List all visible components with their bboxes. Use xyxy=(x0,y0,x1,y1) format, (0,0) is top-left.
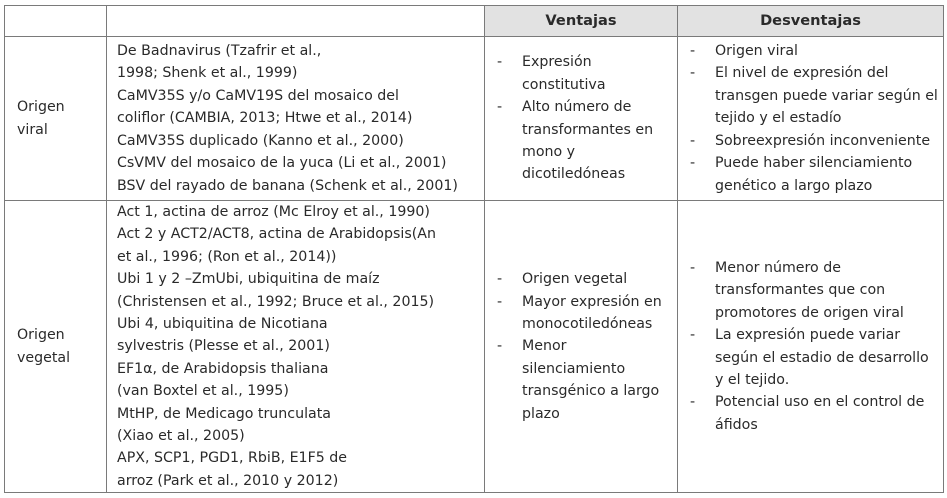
origin-line: Origen xyxy=(17,99,65,116)
origin-line: viral xyxy=(17,121,48,138)
promoter-line: EF1α, de Arabidopsis thaliana xyxy=(117,360,329,377)
desventajas-list xyxy=(678,257,943,436)
promoter-line: CaMV35S duplicado (Kanno et al., 2000) xyxy=(117,132,404,149)
list-item: - Alto número de transformantes en mono y dicotiledóneas xyxy=(497,96,673,186)
list-item: - El nivel de expresión del transgen puede variar según el tejido y el estadío xyxy=(690,62,939,129)
promoters-cell xyxy=(107,37,485,201)
header-blank-promoter xyxy=(107,6,485,37)
promoter-line: sylvestris (Plesse et al., 2001) xyxy=(117,338,330,355)
list-item: - Mayor expresión en monocotiledóneas xyxy=(497,291,673,336)
list-item: - Origen viral xyxy=(690,40,939,62)
desventajas-cell xyxy=(678,201,944,493)
ventajas-list xyxy=(485,51,677,185)
promoters-cell xyxy=(107,201,485,493)
table-row-viral xyxy=(5,37,944,201)
list-item: - Menor silenciamiento transgénico a largo plazo xyxy=(497,335,673,425)
promoter-line: APX, SCP1, PGD1, RbiB, E1F5 de xyxy=(117,450,348,467)
promoter-line: (Xiao et al., 2005) xyxy=(117,428,245,445)
promoter-line: (van Boxtel et al., 1995) xyxy=(117,383,289,400)
header-blank-origin xyxy=(5,6,107,37)
promoter-line: Act 2 y ACT2/ACT8, actina de Arabidopsis(An xyxy=(117,226,436,243)
origin-cell xyxy=(5,201,107,493)
list-item: - La expresión puede variar según el estadio de desarrollo y el tejido. xyxy=(690,324,939,391)
list-item: - Origen vegetal xyxy=(497,268,673,290)
promoter-line: arroz (Park et al., 2010 y 2012) xyxy=(117,472,339,489)
origin-line: Origen xyxy=(17,327,65,344)
ventajas-cell xyxy=(485,201,678,493)
promoter-line: De Badnavirus (Tzafrir et al., xyxy=(117,43,322,60)
promoter-line: CsVMV del mosaico de la yuca (Li et al., 2001) xyxy=(117,155,447,172)
origin-cell xyxy=(5,37,107,201)
header-ventajas: Ventajas xyxy=(485,6,678,37)
ventajas-cell xyxy=(485,37,678,201)
list-item: - Potencial uso en el control de áfidos xyxy=(690,391,939,436)
list-item: - Menor número de transformantes que con promotores de origen viral xyxy=(690,257,939,324)
promoter-line: 1998; Shenk et al., 1999) xyxy=(117,65,298,82)
header-desventajas: Desventajas xyxy=(678,6,944,37)
promoter-line: Ubi 4, ubiquitina de Nicotiana xyxy=(117,316,328,333)
promoter-line: Ubi 1 y 2 –ZmUbi, ubiquitina de maíz xyxy=(117,271,380,288)
promoter-comparison-table xyxy=(4,5,944,493)
origin-line: vegetal xyxy=(17,349,71,366)
promoter-line: (Christensen et al., 1992; Bruce et al., 2015) xyxy=(117,293,435,310)
list-item: - Puede haber silenciamiento genético a largo plazo xyxy=(690,152,939,197)
list-item: - Expresión constitutiva xyxy=(497,51,673,96)
desventajas-cell xyxy=(678,37,944,201)
promoter-line: et al., 1996; (Ron et al., 2014)) xyxy=(117,248,337,265)
promoter-line: Act 1, actina de arroz (Mc Elroy et al., 1990) xyxy=(117,204,430,220)
promoter-line: MtHP, de Medicago trunculata xyxy=(117,405,331,422)
list-item: - Sobreexpresión inconveniente xyxy=(690,130,939,152)
desventajas-list xyxy=(678,40,943,197)
ventajas-list xyxy=(485,268,677,425)
header-row xyxy=(5,6,944,37)
promoter-line: coliflor (CAMBIA, 2013; Htwe et al., 2014) xyxy=(117,110,413,127)
table-row-vegetal xyxy=(5,201,944,493)
promoter-line: BSV del rayado de banana (Schenk et al., 2001) xyxy=(117,177,458,194)
promoter-line: CaMV35S y/o CaMV19S del mosaico del xyxy=(117,87,399,104)
